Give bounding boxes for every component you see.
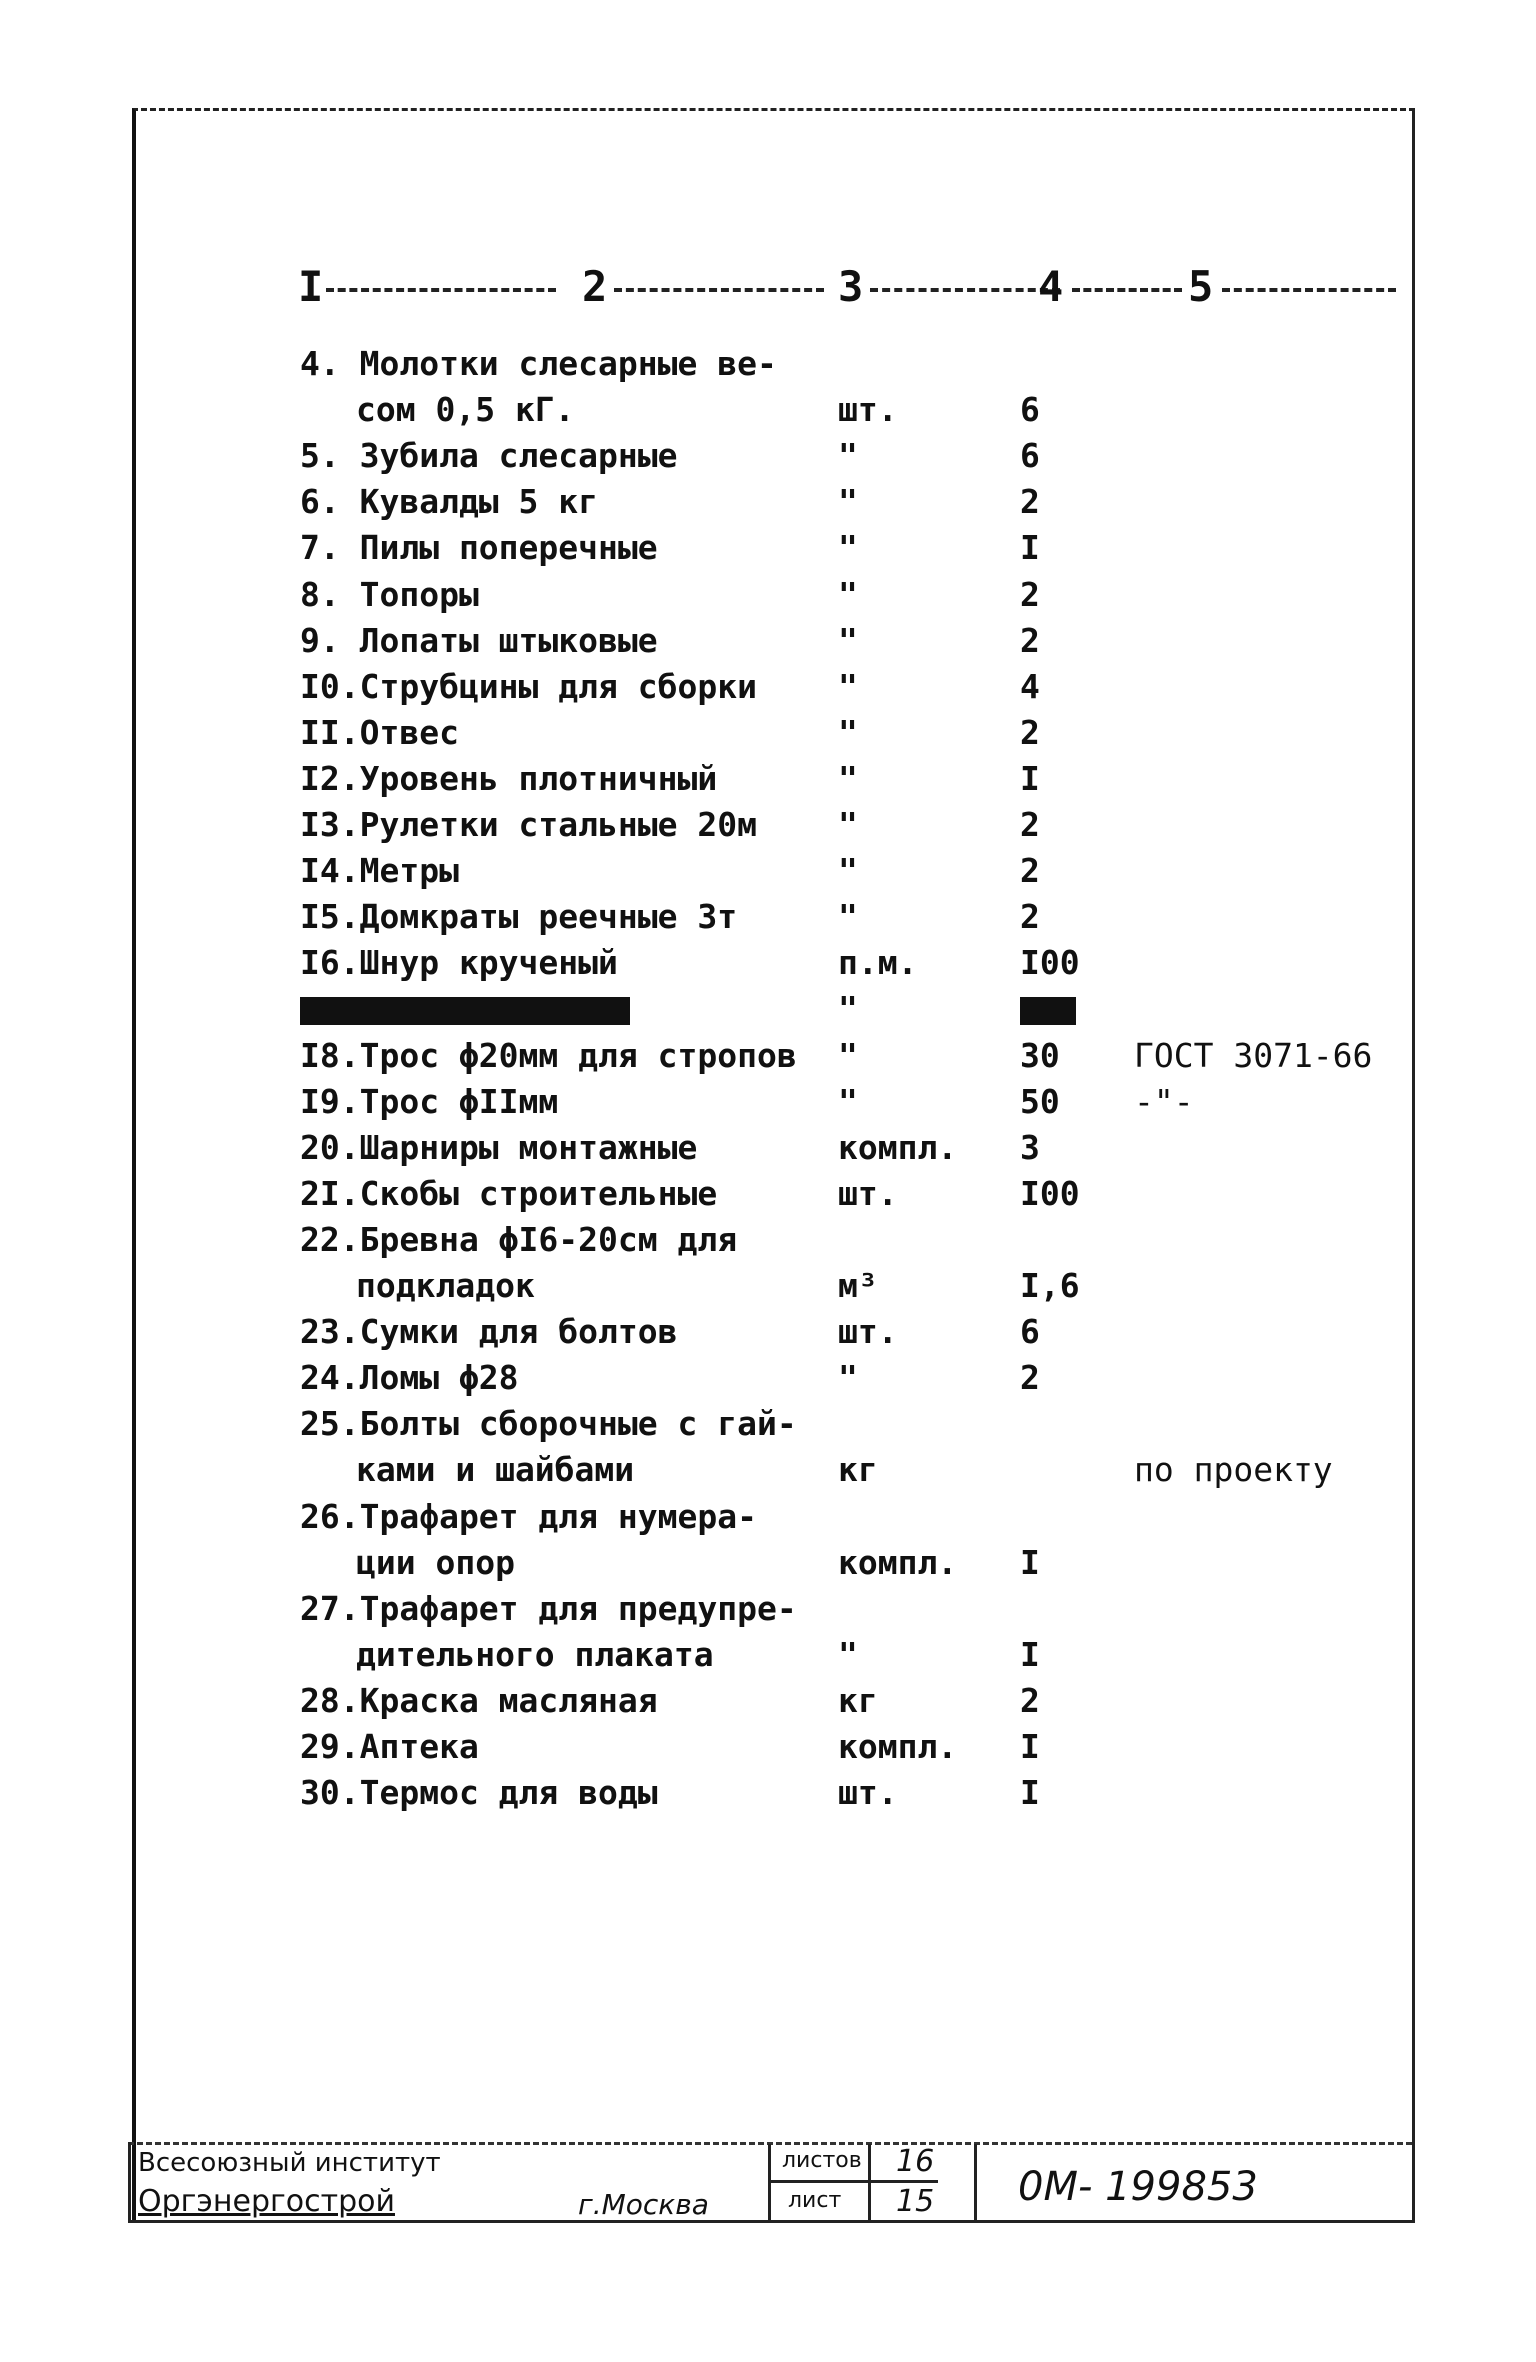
item-name: 9. Лопаты штыковые [300, 621, 658, 660]
table-row [0, 667, 1536, 713]
item-name: I2.Уровень плотничный [300, 759, 718, 798]
header-divider [870, 288, 1060, 292]
item-unit: шт. [838, 390, 898, 429]
item-unit: " [838, 575, 858, 614]
item-name: 7. Пилы поперечные [300, 528, 658, 567]
item-quantity: I00 [1020, 943, 1080, 982]
item-name: I8.Трос ϕ20мм для стропов [300, 1036, 797, 1075]
item-name: 24.Ломы ϕ28 [300, 1358, 519, 1397]
item-quantity: 2 [1020, 482, 1040, 521]
item-quantity: 2 [1020, 1358, 1040, 1397]
item-quantity: 2 [1020, 897, 1040, 936]
item-name: 8. Топоры [300, 575, 479, 614]
table-row [0, 943, 1536, 989]
table-row [0, 1036, 1536, 1082]
table-row [0, 1220, 1536, 1266]
table-row [0, 1174, 1536, 1220]
item-name: 23.Сумки для болтов [300, 1312, 678, 1351]
item-quantity: I [1020, 759, 1040, 798]
item-quantity: 3 [1020, 1128, 1040, 1167]
item-quantity: 6 [1020, 390, 1040, 429]
item-name: I9.Трос ϕIIмм [300, 1082, 559, 1121]
item-name: I6.Шнур крученый [300, 943, 618, 982]
table-row [0, 1450, 1536, 1496]
item-quantity: 30 [1020, 1036, 1060, 1075]
item-unit: кг [838, 1450, 878, 1489]
item-unit: шт. [838, 1312, 898, 1351]
item-unit: " [838, 621, 858, 660]
table-row [0, 1128, 1536, 1174]
item-quantity: 2 [1020, 621, 1040, 660]
table-row [0, 1635, 1536, 1681]
item-unit: компл. [838, 1128, 958, 1167]
item-unit: " [838, 667, 858, 706]
redaction-bar [1020, 997, 1076, 1025]
column-header-5: 5 [1188, 262, 1216, 311]
item-unit: " [838, 805, 858, 844]
item-name: 5. Зубила слесарные [300, 436, 678, 475]
item-quantity: 50 [1020, 1082, 1060, 1121]
item-unit: п.м. [838, 943, 918, 982]
item-unit: компл. [838, 1727, 958, 1766]
table-row [0, 897, 1536, 943]
title-block [128, 2142, 1412, 2222]
item-quantity: I [1020, 1727, 1040, 1766]
header-divider [614, 288, 824, 292]
sheets-label: листов [782, 2148, 862, 2173]
item-name: ции опор [356, 1543, 515, 1582]
table-row [0, 1497, 1536, 1543]
sheet-label: лист [788, 2188, 842, 2213]
item-unit: " [838, 436, 858, 475]
table-row [0, 1543, 1536, 1589]
item-name: 4. Молотки слесарные ве- [300, 344, 777, 383]
table-row [0, 436, 1536, 482]
item-unit: " [838, 1082, 858, 1121]
item-unit: шт. [838, 1174, 898, 1213]
column-header-4: 4 [1038, 262, 1066, 311]
item-name: дительного плаката [356, 1635, 714, 1674]
redaction-bar [300, 997, 630, 1025]
item-unit: " [838, 713, 858, 752]
column-header-1: I [298, 262, 326, 311]
item-quantity: 4 [1020, 667, 1040, 706]
item-name: сом 0,5 кГ. [356, 390, 575, 429]
item-name: I0.Струбцины для сборки [300, 667, 757, 706]
item-unit: " [838, 759, 858, 798]
item-unit: " [838, 1036, 858, 1075]
table-row [0, 1266, 1536, 1312]
table-row [0, 989, 1536, 1035]
table-row [0, 528, 1536, 574]
item-unit: " [838, 897, 858, 936]
item-unit: " [838, 1358, 858, 1397]
table-row [0, 851, 1536, 897]
column-header-2: 2 [582, 262, 610, 311]
item-name: 6. Кувалды 5 кг [300, 482, 599, 521]
table-row [0, 1773, 1536, 1819]
item-name: 20.Шарниры монтажные [300, 1128, 698, 1167]
item-name: 25.Болты сборочные с гай- [300, 1404, 797, 1443]
item-name: I4.Метры [300, 851, 459, 890]
item-name: 28.Краска масляная [300, 1681, 658, 1720]
item-quantity: I [1020, 1773, 1040, 1812]
item-quantity: I [1020, 528, 1040, 567]
table-row [0, 390, 1536, 436]
header-divider [1222, 288, 1396, 292]
column-header-3: 3 [838, 262, 866, 311]
title-block-bottom-line [128, 2220, 1412, 2223]
item-quantity: I [1020, 1543, 1040, 1582]
item-unit: " [838, 851, 858, 890]
item-quantity: 2 [1020, 851, 1040, 890]
table-row [0, 621, 1536, 667]
sheet-number: 15 [896, 2184, 935, 2219]
column-header-row [298, 262, 1396, 310]
item-quantity: I [1020, 1635, 1040, 1674]
table-row [0, 805, 1536, 851]
sheets-total: 16 [896, 2144, 935, 2179]
item-quantity: I,6 [1020, 1266, 1080, 1305]
cell-divider [768, 2180, 938, 2183]
cell-divider [868, 2144, 871, 2220]
item-unit: кг [838, 1681, 878, 1720]
item-name: I3.Рулетки стальные 20м [300, 805, 757, 844]
item-unit: " [838, 482, 858, 521]
item-quantity: 2 [1020, 575, 1040, 614]
cell-divider [974, 2144, 977, 2220]
header-divider [1072, 288, 1182, 292]
item-name: 29.Аптека [300, 1727, 479, 1766]
item-name: 30.Термос для воды [300, 1773, 658, 1812]
item-name: 22.Бревна ϕI6-20см для [300, 1220, 738, 1259]
table-row [0, 1312, 1536, 1358]
table-row [0, 1681, 1536, 1727]
item-quantity: 6 [1020, 1312, 1040, 1351]
table-row [0, 482, 1536, 528]
header-divider [326, 288, 556, 292]
item-name: 26.Трафарет для нумера- [300, 1497, 757, 1536]
item-unit: м³ [838, 1266, 878, 1305]
item-note: -"- [1134, 1082, 1194, 1121]
table-row [0, 1082, 1536, 1128]
item-unit: шт. [838, 1773, 898, 1812]
item-name: 2I.Скобы строительные [300, 1174, 718, 1213]
item-quantity: 2 [1020, 713, 1040, 752]
item-unit: " [838, 989, 858, 1028]
item-note: по проекту [1134, 1450, 1333, 1489]
table-row [0, 1358, 1536, 1404]
table-row [0, 759, 1536, 805]
title-block-left-edge [128, 2142, 131, 2220]
item-quantity: 6 [1020, 436, 1040, 475]
item-quantity: I00 [1020, 1174, 1080, 1213]
org-name-line1: Всесоюзный институт [138, 2148, 441, 2178]
document-number: 0М- 199853 [1018, 2164, 1258, 2210]
table-row [0, 575, 1536, 621]
org-name-line2: Оргэнергострой [138, 2184, 395, 2219]
table-row [0, 1727, 1536, 1773]
item-quantity: 2 [1020, 1681, 1040, 1720]
item-unit: " [838, 528, 858, 567]
item-quantity: 2 [1020, 805, 1040, 844]
item-unit: компл. [838, 1543, 958, 1582]
item-unit: " [838, 1635, 858, 1674]
table-row [0, 713, 1536, 759]
table-row [0, 1404, 1536, 1450]
item-name: 27.Трафарет для предупре- [300, 1589, 797, 1628]
item-name: I5.Домкраты реечные 3т [300, 897, 738, 936]
table-row [0, 344, 1536, 390]
city: г.Москва [578, 2188, 709, 2221]
item-note: ГОСТ 3071-66 [1134, 1036, 1373, 1075]
item-name: ками и шайбами [356, 1450, 635, 1489]
table-row [0, 1589, 1536, 1635]
item-name: II.Отвес [300, 713, 459, 752]
item-name: подкладок [356, 1266, 535, 1305]
